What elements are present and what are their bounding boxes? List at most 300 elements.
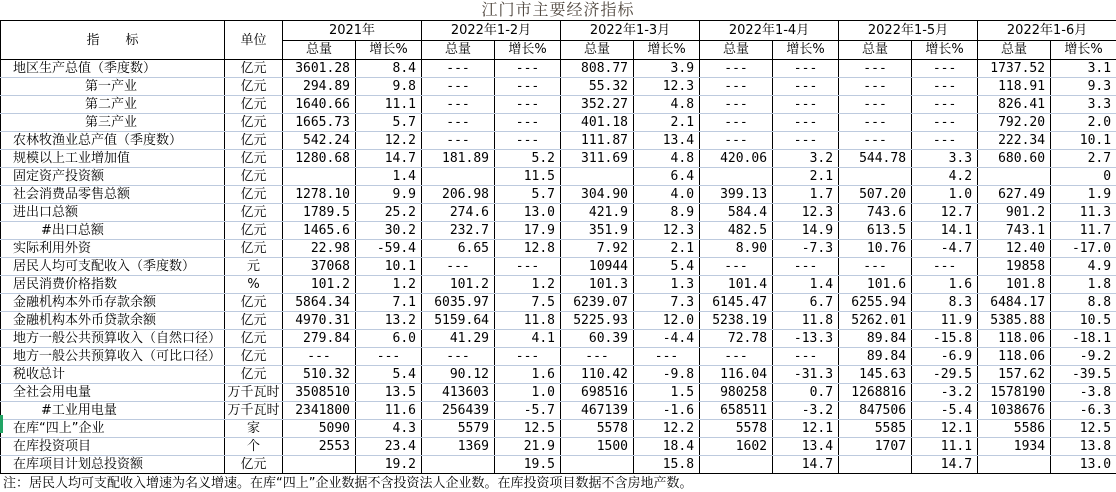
total-value: --- (422, 348, 495, 366)
unit-value: 亿元 (225, 78, 283, 96)
total-value: 401.18 (561, 114, 634, 132)
total-value: 467139 (561, 402, 634, 420)
indicator-name: 进出口总额 (1, 204, 225, 222)
unit-value: 亿元 (225, 96, 283, 114)
total-value: 5225.93 (561, 312, 634, 330)
total-value: 19858 (978, 258, 1051, 276)
growth-value: 1.5 (634, 384, 700, 402)
table-row (1, 78, 1116, 96)
unit-value: 亿元 (225, 150, 283, 168)
total-value: 1280.68 (283, 150, 356, 168)
unit-value: 亿元 (225, 348, 283, 366)
growth-value: 4.3 (356, 420, 422, 438)
growth-value: 13.4 (634, 132, 700, 150)
total-value: 627.49 (978, 186, 1051, 204)
growth-value: 1.6 (495, 366, 561, 384)
growth-value: 14.9 (773, 222, 839, 240)
indicator-name: 地方一般公共预算收入（自然口径） (1, 330, 225, 348)
growth-value: -4.4 (634, 330, 700, 348)
growth-value: -31.3 (773, 366, 839, 384)
total-value: --- (422, 78, 495, 96)
total-value (839, 456, 912, 474)
total-value (700, 168, 773, 186)
growth-value: 19.2 (356, 456, 422, 474)
growth-value: 11.8 (495, 312, 561, 330)
unit-value: 万千瓦时 (225, 402, 283, 420)
total-value: 542.24 (283, 132, 356, 150)
growth-value: -15.8 (912, 330, 978, 348)
total-value: --- (422, 132, 495, 150)
growth-value: -39.5 (1051, 366, 1116, 384)
unit-value: 亿元 (225, 132, 283, 150)
total-value: 3508510 (283, 384, 356, 402)
total-value: 232.7 (422, 222, 495, 240)
period-header-2022-1-4: 2022年1-4月 (700, 21, 839, 41)
growth-value: --- (912, 114, 978, 132)
growth-value: 12.5 (495, 420, 561, 438)
total-value: 901.2 (978, 204, 1051, 222)
growth-value: --- (495, 258, 561, 276)
table-row (1, 348, 1116, 366)
total-value: 311.69 (561, 150, 634, 168)
growth-subheader: 增长% (912, 41, 978, 60)
period-header-2022-1-5: 2022年1-5月 (839, 21, 978, 41)
growth-value: --- (773, 114, 839, 132)
total-value: 5578 (700, 420, 773, 438)
total-value: 413603 (422, 384, 495, 402)
growth-value: 1.7 (773, 186, 839, 204)
total-value: 743.1 (978, 222, 1051, 240)
total-value: 72.78 (700, 330, 773, 348)
total-value: 5159.64 (422, 312, 495, 330)
growth-value: --- (495, 114, 561, 132)
total-value: --- (839, 114, 912, 132)
total-value (978, 456, 1051, 474)
table-row (1, 222, 1116, 240)
total-value: 1268816 (839, 384, 912, 402)
growth-value: 10.5 (1051, 312, 1116, 330)
total-value: 399.13 (700, 186, 773, 204)
growth-value: 25.2 (356, 204, 422, 222)
total-subheader: 总量 (700, 41, 773, 60)
total-value: 90.12 (422, 366, 495, 384)
period-header-2021: 2021年 (283, 21, 422, 41)
growth-value: 12.7 (912, 204, 978, 222)
indicator-name: 地区生产总值（季度数） (1, 60, 225, 78)
growth-value: 5.4 (634, 258, 700, 276)
total-value: 7.92 (561, 240, 634, 258)
growth-value: 1.0 (912, 186, 978, 204)
total-value: --- (839, 258, 912, 276)
indicator-name: 地方一般公共预算收入（可比口径） (1, 348, 225, 366)
total-value: 89.84 (839, 330, 912, 348)
growth-value: 7.5 (495, 294, 561, 312)
total-value (978, 168, 1051, 186)
indicator-name: 税收总计 (1, 366, 225, 384)
total-value: 1369 (422, 438, 495, 456)
growth-value: 12.5 (1051, 420, 1116, 438)
total-value: 5586 (978, 420, 1051, 438)
indicator-name: 第三产业 (1, 114, 225, 132)
indicator-header: 指 标 (1, 21, 225, 60)
growth-value: 11.9 (912, 312, 978, 330)
total-value: 101.4 (700, 276, 773, 294)
growth-value: -29.5 (912, 366, 978, 384)
growth-value: --- (912, 132, 978, 150)
total-value: --- (700, 114, 773, 132)
growth-value: 13.5 (356, 384, 422, 402)
total-value: 1789.5 (283, 204, 356, 222)
total-value: 60.39 (561, 330, 634, 348)
growth-value: -9.8 (634, 366, 700, 384)
total-value: 118.06 (978, 330, 1051, 348)
growth-value: -13.3 (773, 330, 839, 348)
total-subheader: 总量 (839, 41, 912, 60)
growth-value: 8.3 (912, 294, 978, 312)
total-value (422, 168, 495, 186)
table-row (1, 366, 1116, 384)
table-row (1, 294, 1116, 312)
total-value: 157.62 (978, 366, 1051, 384)
total-value: --- (422, 60, 495, 78)
growth-value: 11.7 (1051, 222, 1116, 240)
total-value: 101.8 (978, 276, 1051, 294)
total-value: 89.84 (839, 348, 912, 366)
growth-value: --- (495, 60, 561, 78)
unit-value: 亿元 (225, 312, 283, 330)
growth-value: 3.3 (912, 150, 978, 168)
growth-value: 5.2 (495, 150, 561, 168)
unit-value: 亿元 (225, 366, 283, 384)
table-body (1, 60, 1116, 474)
unit-value: 亿元 (225, 456, 283, 474)
total-value: 101.3 (561, 276, 634, 294)
total-value: --- (839, 60, 912, 78)
growth-subheader: 增长% (356, 41, 422, 60)
growth-value: --- (912, 78, 978, 96)
growth-value: 11.3 (1051, 204, 1116, 222)
growth-value: 4.9 (1051, 258, 1116, 276)
total-value: 206.98 (422, 186, 495, 204)
total-subheader: 总量 (978, 41, 1051, 60)
table-row (1, 132, 1116, 150)
growth-value: -17.0 (1051, 240, 1116, 258)
total-value: --- (422, 258, 495, 276)
table-row (1, 402, 1116, 420)
growth-value: 5.7 (495, 186, 561, 204)
table-row (1, 312, 1116, 330)
economic-indicators-table (0, 20, 1116, 474)
growth-value: 21.9 (495, 438, 561, 456)
growth-value: 12.2 (634, 420, 700, 438)
growth-value: 13.4 (773, 438, 839, 456)
total-value: 294.89 (283, 78, 356, 96)
unit-value: 亿元 (225, 168, 283, 186)
total-value: 101.2 (422, 276, 495, 294)
total-value (839, 168, 912, 186)
total-value: 116.04 (700, 366, 773, 384)
indicator-name: 居民人均可支配收入（季度数） (1, 258, 225, 276)
growth-value: -5.7 (495, 402, 561, 420)
growth-value: --- (495, 78, 561, 96)
growth-value: -18.1 (1051, 330, 1116, 348)
total-value: --- (700, 132, 773, 150)
growth-value: 2.1 (773, 168, 839, 186)
total-value: 6145.47 (700, 294, 773, 312)
growth-value: 1.2 (356, 276, 422, 294)
growth-value: --- (634, 348, 700, 366)
total-value: 101.2 (283, 276, 356, 294)
unit-value: 个 (225, 438, 283, 456)
indicator-name: 社会消费品零售总额 (1, 186, 225, 204)
table-row (1, 150, 1116, 168)
growth-value: 12.3 (634, 222, 700, 240)
growth-value: 0 (1051, 168, 1116, 186)
growth-value: --- (773, 60, 839, 78)
total-value: 222.34 (978, 132, 1051, 150)
growth-value: 5.4 (356, 366, 422, 384)
indicator-name: 在库项目计划总投资额 (1, 456, 225, 474)
unit-value: 亿元 (225, 240, 283, 258)
indicator-name: #出口总额 (1, 222, 225, 240)
growth-value: -4.7 (912, 240, 978, 258)
growth-value: --- (773, 132, 839, 150)
total-value: --- (700, 60, 773, 78)
unit-value: 亿元 (225, 222, 283, 240)
total-value: 507.20 (839, 186, 912, 204)
total-value: 1707 (839, 438, 912, 456)
growth-value: 30.2 (356, 222, 422, 240)
table-row (1, 186, 1116, 204)
indicator-name: #工业用电量 (1, 402, 225, 420)
table-row (1, 114, 1116, 132)
unit-value: 家 (225, 420, 283, 438)
total-value: 181.89 (422, 150, 495, 168)
total-value: 1278.10 (283, 186, 356, 204)
period-header-2022-1-6: 2022年1-6月 (978, 21, 1116, 41)
total-value: 5585 (839, 420, 912, 438)
total-value: 5864.34 (283, 294, 356, 312)
table-row (1, 204, 1116, 222)
growth-value: 12.3 (634, 78, 700, 96)
total-subheader: 总量 (422, 41, 495, 60)
growth-value: --- (773, 78, 839, 96)
growth-value: 14.7 (912, 456, 978, 474)
growth-value: 9.9 (356, 186, 422, 204)
total-value: --- (283, 348, 356, 366)
total-value: --- (422, 96, 495, 114)
growth-value: 2.1 (634, 240, 700, 258)
total-value: 1602 (700, 438, 773, 456)
growth-value: 13.2 (356, 312, 422, 330)
growth-value: 3.3 (1051, 96, 1116, 114)
growth-value: 4.0 (634, 186, 700, 204)
indicator-name: 在库“四上”企业 (1, 420, 225, 438)
total-value: 826.41 (978, 96, 1051, 114)
total-value: --- (700, 78, 773, 96)
growth-value: 3.2 (773, 150, 839, 168)
total-value: 808.77 (561, 60, 634, 78)
total-value: --- (700, 258, 773, 276)
growth-value: 1.4 (356, 168, 422, 186)
total-subheader: 总量 (283, 41, 356, 60)
growth-subheader: 增长% (634, 41, 700, 60)
growth-value: 10.1 (1051, 132, 1116, 150)
total-value: 544.78 (839, 150, 912, 168)
total-value: --- (839, 96, 912, 114)
total-value: 1640.66 (283, 96, 356, 114)
total-value: 1038676 (978, 402, 1051, 420)
growth-value: 1.4 (773, 276, 839, 294)
total-value: 22.98 (283, 240, 356, 258)
growth-value: --- (773, 348, 839, 366)
total-value: 1665.73 (283, 114, 356, 132)
unit-value: 亿元 (225, 114, 283, 132)
total-value: 510.32 (283, 366, 356, 384)
table-row (1, 438, 1116, 456)
unit-value: 亿元 (225, 204, 283, 222)
growth-value: 11.1 (356, 96, 422, 114)
growth-value: --- (912, 96, 978, 114)
growth-value: --- (495, 348, 561, 366)
growth-value: 11.5 (495, 168, 561, 186)
growth-value: 1.9 (1051, 186, 1116, 204)
total-value: 279.84 (283, 330, 356, 348)
growth-value: 13.0 (1051, 456, 1116, 474)
total-value: 5579 (422, 420, 495, 438)
total-value: 1737.52 (978, 60, 1051, 78)
table-row (1, 60, 1116, 78)
growth-value: 12.1 (773, 420, 839, 438)
table-row (1, 384, 1116, 402)
total-value: 421.9 (561, 204, 634, 222)
growth-value: 1.6 (912, 276, 978, 294)
unit-value: 亿元 (225, 60, 283, 78)
total-value: 792.20 (978, 114, 1051, 132)
page-title: 江门市主要经济指标 (481, 0, 635, 19)
growth-value: --- (912, 60, 978, 78)
total-value: 6.65 (422, 240, 495, 258)
total-value: 256439 (422, 402, 495, 420)
green-row-marker (0, 415, 3, 433)
growth-value: 13.8 (1051, 438, 1116, 456)
total-value: 352.27 (561, 96, 634, 114)
total-value: 274.6 (422, 204, 495, 222)
table-header (1, 21, 1116, 60)
growth-value: 2.0 (1051, 114, 1116, 132)
growth-value: 12.3 (773, 204, 839, 222)
total-value (700, 456, 773, 474)
total-value: 10944 (561, 258, 634, 276)
growth-value: --- (495, 132, 561, 150)
growth-value: -59.4 (356, 240, 422, 258)
table-row (1, 456, 1116, 474)
growth-value: -6.9 (912, 348, 978, 366)
growth-subheader: 增长% (773, 41, 839, 60)
total-value (283, 168, 356, 186)
table-row (1, 258, 1116, 276)
growth-value: 3.9 (634, 60, 700, 78)
unit-header: 单位 (225, 21, 283, 60)
growth-value: 4.2 (912, 168, 978, 186)
indicator-name: 全社会用电量 (1, 384, 225, 402)
growth-value: 1.2 (495, 276, 561, 294)
total-value: 6484.17 (978, 294, 1051, 312)
growth-value: 14.7 (773, 456, 839, 474)
total-value: 10.76 (839, 240, 912, 258)
growth-value: 0.7 (773, 384, 839, 402)
total-value: --- (561, 348, 634, 366)
total-value: 2553 (283, 438, 356, 456)
growth-value: 17.9 (495, 222, 561, 240)
total-value: 980258 (700, 384, 773, 402)
total-value: --- (839, 78, 912, 96)
table-row (1, 276, 1116, 294)
unit-value: 亿元 (225, 294, 283, 312)
growth-value: 12.1 (912, 420, 978, 438)
total-value: --- (700, 96, 773, 114)
total-value: 5385.88 (978, 312, 1051, 330)
total-value: 1500 (561, 438, 634, 456)
growth-value: 5.7 (356, 114, 422, 132)
total-value: 110.42 (561, 366, 634, 384)
growth-value: 3.1 (1051, 60, 1116, 78)
growth-value: 12.0 (634, 312, 700, 330)
total-value: 37068 (283, 258, 356, 276)
total-value: 8.90 (700, 240, 773, 258)
indicator-name: 固定资产投资额 (1, 168, 225, 186)
total-value: --- (422, 114, 495, 132)
growth-value: 12.8 (495, 240, 561, 258)
growth-value: -3.2 (912, 384, 978, 402)
total-value: 420.06 (700, 150, 773, 168)
total-value (283, 456, 356, 474)
growth-subheader: 增长% (1051, 41, 1116, 60)
growth-value: 2.7 (1051, 150, 1116, 168)
growth-value: 14.7 (356, 150, 422, 168)
total-value: 5578 (561, 420, 634, 438)
total-value: 1934 (978, 438, 1051, 456)
total-value: 613.5 (839, 222, 912, 240)
growth-value: 7.1 (356, 294, 422, 312)
growth-value: -5.4 (912, 402, 978, 420)
growth-value: --- (773, 258, 839, 276)
total-value: 111.87 (561, 132, 634, 150)
total-value: 145.63 (839, 366, 912, 384)
table-row (1, 420, 1116, 438)
indicator-name: 规模以上工业增加值 (1, 150, 225, 168)
growth-value: 6.4 (634, 168, 700, 186)
total-value (561, 168, 634, 186)
growth-value: -3.8 (1051, 384, 1116, 402)
growth-value: 1.8 (1051, 276, 1116, 294)
total-value: 584.4 (700, 204, 773, 222)
growth-value: -6.3 (1051, 402, 1116, 420)
growth-value: 6.0 (356, 330, 422, 348)
total-value: 6035.97 (422, 294, 495, 312)
table-row (1, 330, 1116, 348)
period-header-2022-1-2: 2022年1-2月 (422, 21, 561, 41)
growth-value: -1.6 (634, 402, 700, 420)
growth-value: 15.8 (634, 456, 700, 474)
unit-value: 元 (225, 258, 283, 276)
unit-value: 万千瓦时 (225, 384, 283, 402)
growth-value: --- (773, 96, 839, 114)
total-value: 5238.19 (700, 312, 773, 330)
indicator-name: 第一产业 (1, 78, 225, 96)
total-value: 304.90 (561, 186, 634, 204)
total-value (422, 456, 495, 474)
